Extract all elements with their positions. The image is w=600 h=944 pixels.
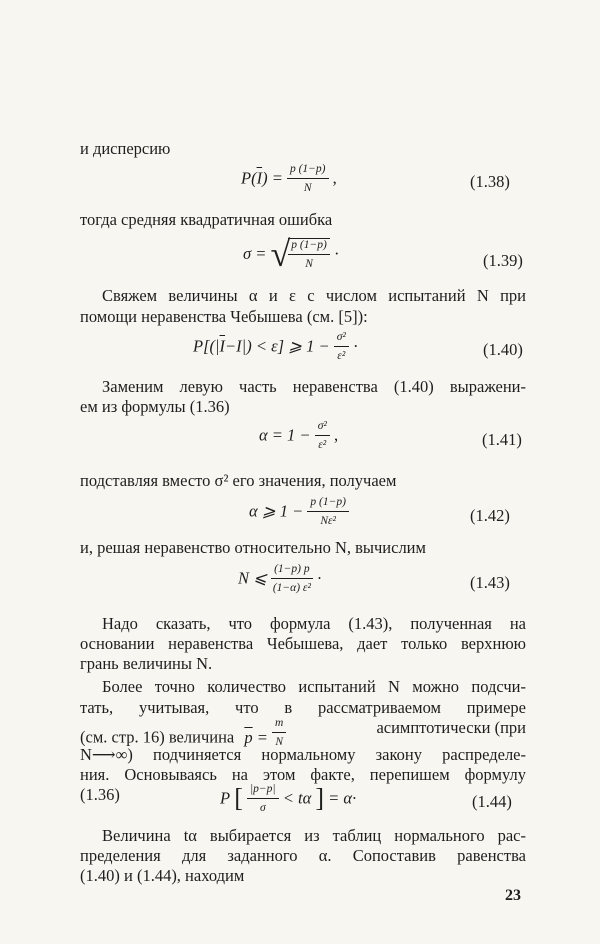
equation-number: (1.41) bbox=[482, 430, 522, 449]
paragraph-line: тать, учитывая, что в рассматриваемом примере bbox=[80, 698, 526, 717]
equation-number: (1.43) bbox=[470, 573, 510, 592]
equation-1-39: σ = √ $\frac{p (1-p)}{N}$ · bbox=[243, 234, 340, 274]
equation-number: (1.40) bbox=[483, 340, 523, 359]
text-line: и, решая неравенство относительно N, вычислим bbox=[80, 538, 426, 557]
paragraph-line: основании неравенства Чебышева, дает только верхнюю bbox=[80, 634, 526, 653]
equation-number: (1.38) bbox=[470, 172, 510, 191]
text-line: тогда средняя квадратичная ошибка bbox=[80, 210, 333, 229]
text-line: и дисперсию bbox=[80, 139, 171, 158]
paragraph-line: ния. Основываясь на этом факте, перепишем формулу bbox=[80, 765, 526, 784]
equation-number: (1.42) bbox=[470, 506, 510, 525]
page-number: 23 bbox=[505, 887, 521, 904]
equation-1-41: α = 1 − $\frac{\text{σ²}}{\text{ε²}}$ , bbox=[259, 420, 339, 451]
paragraph-line: помощи неравенства Чебышева (см. [5]): bbox=[80, 307, 368, 326]
sqrt-sign: √ bbox=[270, 234, 291, 274]
paragraph-line-inline-eq: (см. стр. 16) величина $\overline{p}$ = $\frac{m}{N}$ асимптотически (при bbox=[80, 717, 526, 748]
paragraph-line: Величина tα выбирается из таблиц нормального рас- bbox=[102, 826, 526, 845]
paragraph-line: пределения для заданного α. Сопоставив равенства bbox=[80, 846, 526, 865]
equation-number: (1.44) bbox=[472, 792, 512, 811]
paragraph-line: Более точно количество испытаний N можно подсчи- bbox=[102, 677, 526, 696]
paragraph-line: грань величины N. bbox=[80, 654, 213, 673]
paragraph-line: Свяжем величины α и ε с числом испытаний N при bbox=[102, 286, 526, 305]
paragraph-line: Надо сказать, что формула (1.43), полученная на bbox=[102, 614, 526, 633]
text-line: подставляя вместо σ² его значения, получаем bbox=[80, 471, 397, 490]
paragraph-line: (1.36) bbox=[80, 785, 120, 804]
equation-1-38: $P(\overline{I})$ = $\frac{p (1-p)}{N}$ , bbox=[241, 163, 337, 194]
equation-1-43: N ⩽ $\frac{(1-p) p}{\text{(1−α) ε²}}$ · bbox=[238, 563, 323, 594]
paragraph-line: (1.40) и (1.44), находим bbox=[80, 866, 245, 885]
paragraph-line: ем из формулы (1.36) bbox=[80, 397, 230, 416]
paragraph-line: N⟶∞) подчиняется нормальному закону распределе- bbox=[80, 745, 526, 764]
equation-1-44: P [ $\frac{|p-p|}{\sigma}$ < tα ] = α· bbox=[220, 783, 357, 814]
equation-1-42: α ⩾ 1 − $\frac{p (1-p)}{\text{Nε²}}$ bbox=[249, 496, 349, 527]
paragraph-line: Заменим левую часть неравенства (1.40) выражени- bbox=[102, 377, 526, 396]
equation-number: (1.39) bbox=[483, 251, 523, 270]
equation-1-40: $P[(|\overline{I}-I|) < \varepsilon]$ ⩾ 1 − $\frac{\text{σ²}}{\text{ε²}}$ · bbox=[193, 331, 359, 362]
